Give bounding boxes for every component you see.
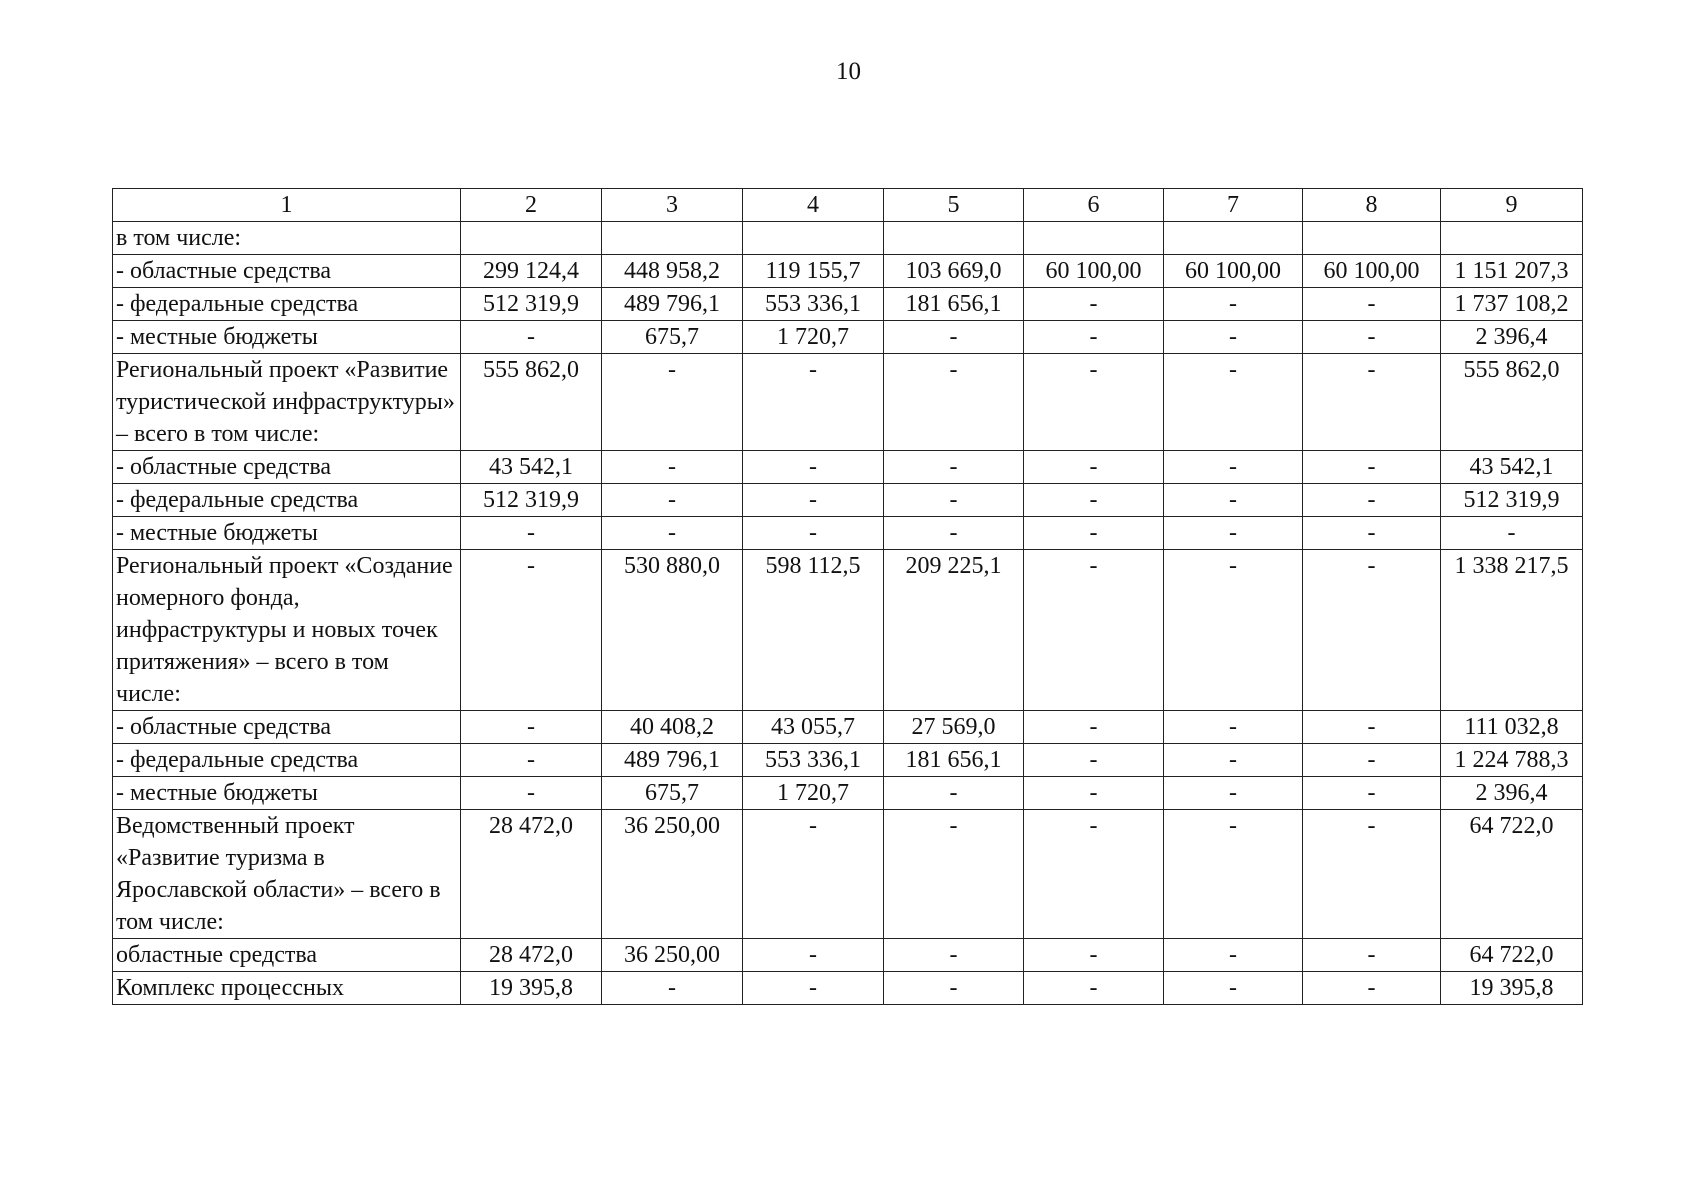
- cell-value: 1 338 217,5: [1441, 550, 1583, 711]
- cell-value: -: [884, 810, 1024, 939]
- cell-value: -: [602, 517, 743, 550]
- cell-value: 64 722,0: [1441, 810, 1583, 939]
- cell-value: 28 472,0: [461, 810, 602, 939]
- cell-value: 181 656,1: [884, 288, 1024, 321]
- cell-value: 19 395,8: [1441, 972, 1583, 1005]
- cell-value: [1024, 222, 1164, 255]
- cell-value: 60 100,00: [1164, 255, 1303, 288]
- cell-value: 489 796,1: [602, 288, 743, 321]
- cell-value: 60 100,00: [1024, 255, 1164, 288]
- row-label: - областные средства: [113, 255, 461, 288]
- cell-value: -: [1303, 321, 1441, 354]
- cell-value: -: [602, 354, 743, 451]
- cell-value: -: [1303, 484, 1441, 517]
- cell-value: -: [743, 972, 884, 1005]
- cell-value: 2 396,4: [1441, 321, 1583, 354]
- cell-value: [602, 222, 743, 255]
- cell-value: 512 319,9: [461, 484, 602, 517]
- cell-value: -: [1441, 517, 1583, 550]
- cell-value: 181 656,1: [884, 744, 1024, 777]
- cell-value: -: [1024, 972, 1164, 1005]
- cell-value: -: [743, 810, 884, 939]
- cell-value: 675,7: [602, 777, 743, 810]
- table-row: [113, 354, 1583, 451]
- cell-value: 119 155,7: [743, 255, 884, 288]
- cell-value: 27 569,0: [884, 711, 1024, 744]
- cell-value: -: [1303, 288, 1441, 321]
- row-label: областные средства: [113, 939, 461, 972]
- page-number: 10: [836, 58, 861, 85]
- table-row: [113, 484, 1583, 517]
- cell-value: -: [1303, 354, 1441, 451]
- cell-value: -: [1303, 939, 1441, 972]
- cell-value: 60 100,00: [1303, 255, 1441, 288]
- row-label: Ведомственный проект «Развитие туризма в Ярославской области» – всего в том числе:: [113, 810, 461, 939]
- column-header-9: 9: [1441, 189, 1583, 222]
- cell-value: -: [884, 972, 1024, 1005]
- cell-value: -: [884, 517, 1024, 550]
- table-row: [113, 939, 1583, 972]
- table-row: [113, 517, 1583, 550]
- cell-value: 553 336,1: [743, 744, 884, 777]
- cell-value: -: [1303, 451, 1441, 484]
- cell-value: -: [1303, 777, 1441, 810]
- cell-value: 64 722,0: [1441, 939, 1583, 972]
- cell-value: 1 224 788,3: [1441, 744, 1583, 777]
- cell-value: 43 055,7: [743, 711, 884, 744]
- table-row: [113, 972, 1583, 1005]
- cell-value: -: [1164, 939, 1303, 972]
- cell-value: 36 250,00: [602, 810, 743, 939]
- cell-value: -: [884, 939, 1024, 972]
- table-row: [113, 451, 1583, 484]
- cell-value: -: [1164, 451, 1303, 484]
- cell-value: 448 958,2: [602, 255, 743, 288]
- cell-value: [884, 222, 1024, 255]
- cell-value: -: [1024, 517, 1164, 550]
- cell-value: -: [1024, 354, 1164, 451]
- cell-value: -: [1303, 810, 1441, 939]
- column-header-6: 6: [1024, 189, 1164, 222]
- cell-value: -: [1164, 810, 1303, 939]
- cell-value: 2 396,4: [1441, 777, 1583, 810]
- row-label: - местные бюджеты: [113, 517, 461, 550]
- row-label: Региональный проект «Развитие туристической инфраструктуры» – всего в том числе:: [113, 354, 461, 451]
- cell-value: -: [884, 484, 1024, 517]
- cell-value: 19 395,8: [461, 972, 602, 1005]
- cell-value: -: [884, 451, 1024, 484]
- table-row: [113, 255, 1583, 288]
- cell-value: -: [461, 744, 602, 777]
- column-header-7: 7: [1164, 189, 1303, 222]
- cell-value: 489 796,1: [602, 744, 743, 777]
- column-header-4: 4: [743, 189, 884, 222]
- cell-value: -: [1024, 550, 1164, 711]
- cell-value: 111 032,8: [1441, 711, 1583, 744]
- table-row: [113, 321, 1583, 354]
- row-label: - федеральные средства: [113, 288, 461, 321]
- cell-value: -: [743, 517, 884, 550]
- cell-value: -: [1303, 517, 1441, 550]
- cell-value: -: [602, 451, 743, 484]
- cell-value: -: [461, 777, 602, 810]
- cell-value: 530 880,0: [602, 550, 743, 711]
- table-row: [113, 744, 1583, 777]
- cell-value: -: [1303, 744, 1441, 777]
- table-header-row: [113, 189, 1583, 222]
- cell-value: -: [743, 451, 884, 484]
- cell-value: -: [1024, 939, 1164, 972]
- cell-value: [1164, 222, 1303, 255]
- cell-value: 1 720,7: [743, 777, 884, 810]
- table-row: [113, 550, 1583, 711]
- cell-value: 675,7: [602, 321, 743, 354]
- cell-value: -: [1024, 484, 1164, 517]
- cell-value: 1 151 207,3: [1441, 255, 1583, 288]
- table-row: [113, 222, 1583, 255]
- cell-value: 555 862,0: [1441, 354, 1583, 451]
- cell-value: -: [1164, 972, 1303, 1005]
- cell-value: -: [1024, 451, 1164, 484]
- cell-value: -: [602, 972, 743, 1005]
- column-header-2: 2: [461, 189, 602, 222]
- row-label: Комплекс процессных: [113, 972, 461, 1005]
- table-row: [113, 777, 1583, 810]
- cell-value: [1441, 222, 1583, 255]
- row-label: - областные средства: [113, 711, 461, 744]
- cell-value: 43 542,1: [1441, 451, 1583, 484]
- budget-table: [112, 188, 1583, 1005]
- cell-value: -: [884, 354, 1024, 451]
- cell-value: -: [743, 939, 884, 972]
- cell-value: 1 737 108,2: [1441, 288, 1583, 321]
- cell-value: 598 112,5: [743, 550, 884, 711]
- cell-value: 28 472,0: [461, 939, 602, 972]
- cell-value: -: [1024, 288, 1164, 321]
- cell-value: 209 225,1: [884, 550, 1024, 711]
- cell-value: -: [1164, 711, 1303, 744]
- column-header-8: 8: [1303, 189, 1441, 222]
- cell-value: -: [461, 321, 602, 354]
- cell-value: -: [1024, 810, 1164, 939]
- cell-value: [1303, 222, 1441, 255]
- column-header-1: 1: [113, 189, 461, 222]
- cell-value: -: [1024, 777, 1164, 810]
- cell-value: -: [1303, 550, 1441, 711]
- row-label: в том числе:: [113, 222, 461, 255]
- table-row: [113, 288, 1583, 321]
- cell-value: -: [1024, 321, 1164, 354]
- cell-value: 553 336,1: [743, 288, 884, 321]
- cell-value: 1 720,7: [743, 321, 884, 354]
- column-header-5: 5: [884, 189, 1024, 222]
- cell-value: 512 319,9: [1441, 484, 1583, 517]
- cell-value: 36 250,00: [602, 939, 743, 972]
- cell-value: 299 124,4: [461, 255, 602, 288]
- cell-value: -: [461, 550, 602, 711]
- row-label: - федеральные средства: [113, 484, 461, 517]
- cell-value: -: [461, 517, 602, 550]
- cell-value: -: [602, 484, 743, 517]
- cell-value: -: [1303, 972, 1441, 1005]
- cell-value: -: [1164, 288, 1303, 321]
- cell-value: -: [743, 484, 884, 517]
- table-row: [113, 711, 1583, 744]
- cell-value: 512 319,9: [461, 288, 602, 321]
- cell-value: 555 862,0: [461, 354, 602, 451]
- table-row: [113, 810, 1583, 939]
- cell-value: -: [743, 354, 884, 451]
- cell-value: -: [1164, 484, 1303, 517]
- cell-value: -: [1164, 744, 1303, 777]
- cell-value: 43 542,1: [461, 451, 602, 484]
- cell-value: -: [1164, 321, 1303, 354]
- row-label: Региональный проект «Создание номерного фонда, инфраструктуры и новых точек притяжения» – всего в том числе:: [113, 550, 461, 711]
- cell-value: -: [1303, 711, 1441, 744]
- row-label: - местные бюджеты: [113, 321, 461, 354]
- cell-value: -: [1024, 744, 1164, 777]
- cell-value: -: [1164, 550, 1303, 711]
- cell-value: [743, 222, 884, 255]
- cell-value: [461, 222, 602, 255]
- cell-value: 103 669,0: [884, 255, 1024, 288]
- row-label: - федеральные средства: [113, 744, 461, 777]
- column-header-3: 3: [602, 189, 743, 222]
- row-label: - местные бюджеты: [113, 777, 461, 810]
- cell-value: -: [1164, 517, 1303, 550]
- cell-value: -: [884, 321, 1024, 354]
- cell-value: -: [884, 777, 1024, 810]
- cell-value: -: [1164, 354, 1303, 451]
- row-label: - областные средства: [113, 451, 461, 484]
- cell-value: 40 408,2: [602, 711, 743, 744]
- cell-value: -: [1164, 777, 1303, 810]
- cell-value: -: [1024, 711, 1164, 744]
- cell-value: -: [461, 711, 602, 744]
